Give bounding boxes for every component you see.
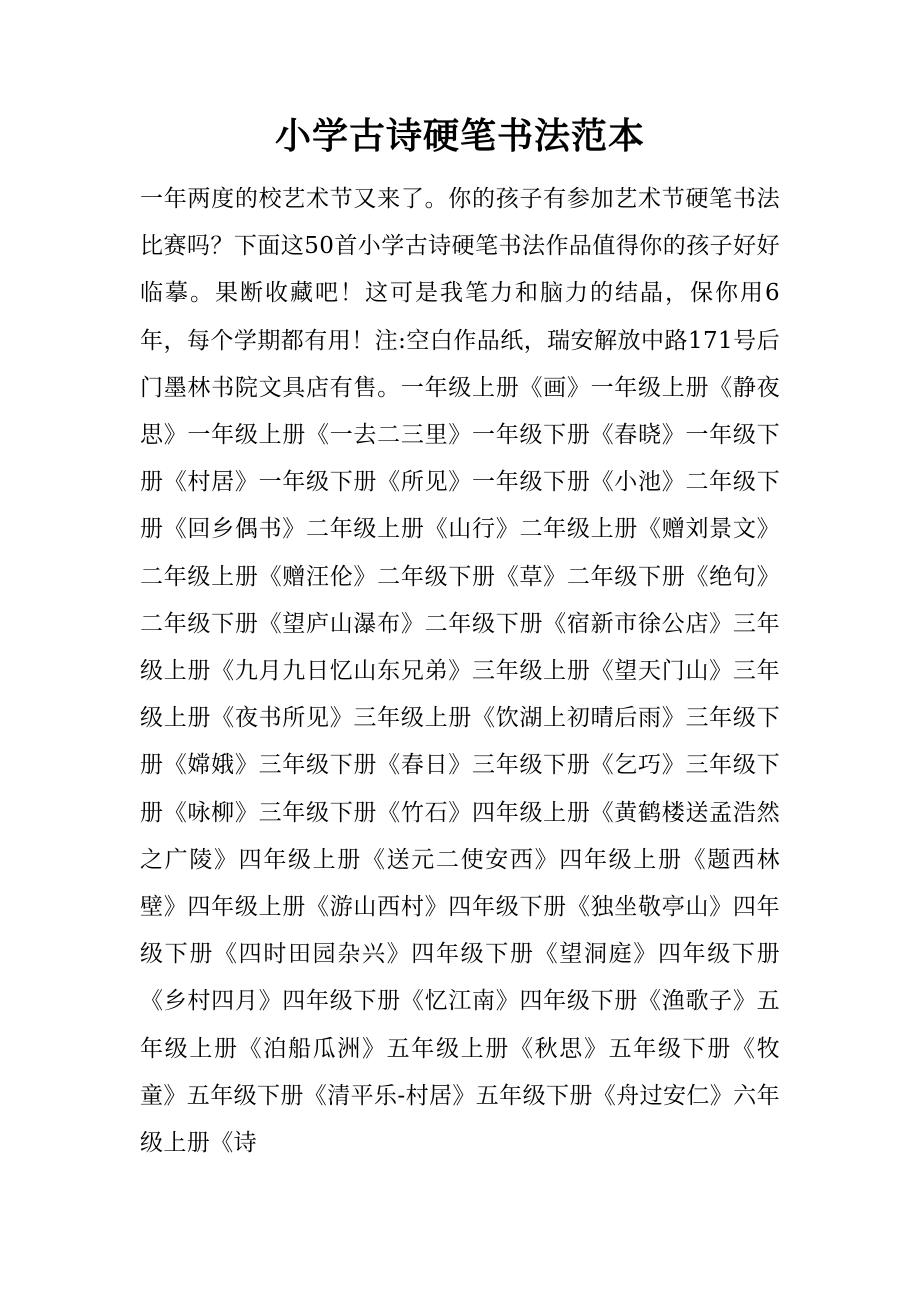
body-paragraph: 一年两度的校艺术节又来了。你的孩子有参加艺术节硬笔书法比赛吗？下面这50首小学古诗硬笔书法作品值得你的孩子好好临摹。果断收藏吧！这可是我笔力和脑力的结晶，保你用6年，每个学期都有用！注:空白作品纸，瑞安解放中路171号后门墨林书院文具店有售。一年级上册《画》一年级上册《静夜思》一年级上册《一去二三里》一年级下册《春晓》一年级下册《村居》一年级下册《所见》一年级下册《小池》二年级下册《回乡偶书》二年级上册《山行》二年级上册《赠刘景文》二年级上册《赠汪伦》二年级下册《草》二年级下册《绝句》二年级下册《望庐山瀑布》二年级下册《宿新市徐公店》三年级上册《九月九日忆山东兄弟》三年级上册《望天门山》三年级上册《夜书所见》三年级上册《饮湖上初晴后雨》三年级下册《嫦娥》三年级下册《春日》三年级下册《乞巧》三年级下册《咏柳》三年级下册《竹石》四年级上册《黄鹤楼送孟浩然之广陵》四年级上册《送元二使安西》四年级上册《题西林壁》四年级上册《游山西村》四年级下册《独坐敬亭山》四年级下册《四时田园杂兴》四年级下册《望洞庭》四年级下册《乡村四月》四年级下册《忆江南》四年级下册《渔歌子》五年级上册《泊船瓜洲》五年级上册《秋思》五年级下册《牧童》五年级下册《清平乐-村居》五年级下册《舟过安仁》六年级上册《诗	[140, 186, 780, 1157]
page-title: 小学古诗硬笔书法范本	[274, 115, 645, 157]
